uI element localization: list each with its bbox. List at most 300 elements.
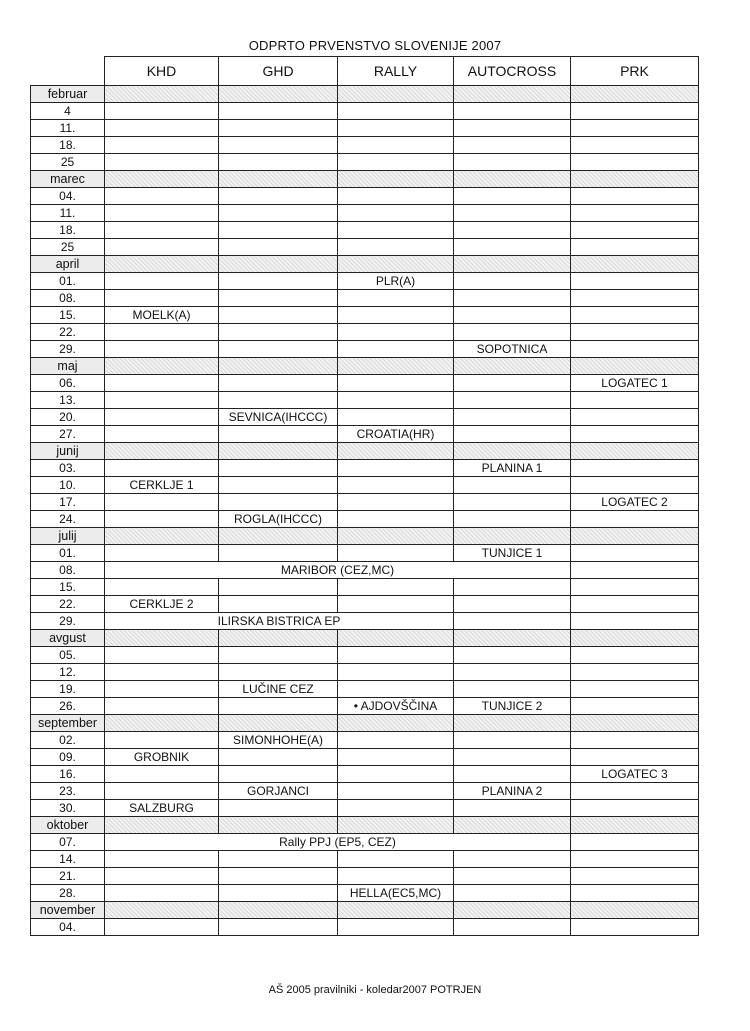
empty-cell xyxy=(105,579,219,596)
day-label: 02. xyxy=(31,732,105,749)
empty-cell xyxy=(571,698,699,715)
empty-cell xyxy=(571,392,699,409)
empty-cell xyxy=(454,851,571,868)
empty-cell xyxy=(338,511,454,528)
day-row xyxy=(31,749,699,766)
empty-cell xyxy=(105,868,219,885)
empty-cell xyxy=(105,222,219,239)
empty-cell xyxy=(338,290,454,307)
day-row xyxy=(31,307,699,324)
empty-cell xyxy=(105,290,219,307)
day-row xyxy=(31,851,699,868)
month-fill-cell xyxy=(219,171,338,188)
empty-cell xyxy=(105,494,219,511)
empty-cell xyxy=(571,460,699,477)
empty-cell xyxy=(454,426,571,443)
day-row xyxy=(31,375,699,392)
day-label: 16. xyxy=(31,766,105,783)
day-label: 06. xyxy=(31,375,105,392)
day-label: 20. xyxy=(31,409,105,426)
empty-cell xyxy=(571,919,699,936)
day-label: 25 xyxy=(31,154,105,171)
month-fill-cell xyxy=(219,902,338,919)
empty-cell xyxy=(338,647,454,664)
month-row xyxy=(31,715,699,732)
empty-cell xyxy=(219,205,338,222)
day-row xyxy=(31,732,699,749)
day-label: 04. xyxy=(31,188,105,205)
month-fill-cell xyxy=(219,86,338,103)
empty-cell xyxy=(105,545,219,562)
day-label: 11. xyxy=(31,120,105,137)
empty-cell xyxy=(454,579,571,596)
empty-cell xyxy=(571,188,699,205)
empty-cell xyxy=(571,511,699,528)
day-label: 26. xyxy=(31,698,105,715)
event-cell: TUNJICE 1 xyxy=(454,545,571,562)
event-cell: LOGATEC 1 xyxy=(571,375,699,392)
day-label: 12. xyxy=(31,664,105,681)
month-fill-cell xyxy=(338,443,454,460)
day-label: 15. xyxy=(31,579,105,596)
empty-cell xyxy=(454,494,571,511)
header-row xyxy=(31,57,699,86)
month-fill-cell xyxy=(454,528,571,545)
month-fill-cell xyxy=(454,443,571,460)
empty-cell xyxy=(105,851,219,868)
month-fill-cell xyxy=(454,86,571,103)
month-fill-cell xyxy=(219,528,338,545)
month-label: april xyxy=(31,256,105,273)
empty-cell xyxy=(219,596,338,613)
empty-cell xyxy=(219,545,338,562)
day-label: 23. xyxy=(31,783,105,800)
empty-cell xyxy=(219,392,338,409)
month-fill-cell xyxy=(454,256,571,273)
event-cell: PLANINA 2 xyxy=(454,783,571,800)
empty-cell xyxy=(571,647,699,664)
event-cell: CERKLJE 1 xyxy=(105,477,219,494)
month-label: junij xyxy=(31,443,105,460)
empty-cell xyxy=(105,273,219,290)
month-fill-cell xyxy=(338,817,454,834)
day-label: 09. xyxy=(31,749,105,766)
event-cell: MARIBOR (CEZ,MC) xyxy=(105,562,571,579)
day-row xyxy=(31,477,699,494)
month-fill-cell xyxy=(571,171,699,188)
month-fill-cell xyxy=(571,443,699,460)
event-cell: HELLA(EC5,MC) xyxy=(338,885,454,902)
empty-cell xyxy=(219,460,338,477)
empty-cell xyxy=(454,409,571,426)
empty-cell xyxy=(338,919,454,936)
day-row xyxy=(31,137,699,154)
empty-cell xyxy=(454,137,571,154)
empty-cell xyxy=(571,834,699,851)
empty-cell xyxy=(571,800,699,817)
empty-cell xyxy=(571,154,699,171)
event-cell: CROATIA(HR) xyxy=(338,426,454,443)
empty-cell xyxy=(571,613,699,630)
empty-cell xyxy=(454,613,571,630)
empty-cell xyxy=(338,460,454,477)
empty-cell xyxy=(105,239,219,256)
empty-cell xyxy=(454,273,571,290)
empty-cell xyxy=(571,120,699,137)
month-fill-cell xyxy=(338,86,454,103)
month-fill-cell xyxy=(105,358,219,375)
day-row xyxy=(31,596,699,613)
empty-cell xyxy=(338,392,454,409)
empty-cell xyxy=(105,103,219,120)
day-row xyxy=(31,647,699,664)
month-label: maj xyxy=(31,358,105,375)
month-fill-cell xyxy=(105,443,219,460)
month-fill-cell xyxy=(219,358,338,375)
day-label: 07. xyxy=(31,834,105,851)
day-label: 21. xyxy=(31,868,105,885)
empty-cell xyxy=(571,426,699,443)
empty-cell xyxy=(219,103,338,120)
empty-cell xyxy=(571,783,699,800)
day-row xyxy=(31,613,699,630)
month-row xyxy=(31,630,699,647)
page-title: ODPRTO PRVENSTVO SLOVENIJE 2007 xyxy=(248,38,502,53)
empty-cell xyxy=(338,137,454,154)
month-fill-cell xyxy=(571,715,699,732)
day-row xyxy=(31,392,699,409)
month-fill-cell xyxy=(219,715,338,732)
empty-cell xyxy=(219,919,338,936)
empty-cell xyxy=(454,664,571,681)
day-label: 24. xyxy=(31,511,105,528)
empty-cell xyxy=(454,188,571,205)
column-header: GHD xyxy=(219,57,338,86)
month-fill-cell xyxy=(571,86,699,103)
month-fill-cell xyxy=(338,528,454,545)
empty-cell xyxy=(219,851,338,868)
day-row xyxy=(31,222,699,239)
empty-cell xyxy=(105,120,219,137)
empty-cell xyxy=(571,222,699,239)
empty-cell xyxy=(219,137,338,154)
empty-cell xyxy=(105,375,219,392)
empty-cell xyxy=(454,868,571,885)
month-fill-cell xyxy=(571,256,699,273)
empty-cell xyxy=(219,477,338,494)
empty-cell xyxy=(338,579,454,596)
day-row xyxy=(31,205,699,222)
empty-cell xyxy=(219,579,338,596)
event-cell: SEVNICA(IHCCC) xyxy=(219,409,338,426)
empty-cell xyxy=(571,664,699,681)
day-label: 4 xyxy=(31,103,105,120)
empty-cell xyxy=(571,562,699,579)
empty-cell xyxy=(338,783,454,800)
empty-cell xyxy=(338,409,454,426)
event-cell: LUČINE CEZ xyxy=(219,681,338,698)
empty-cell xyxy=(454,392,571,409)
month-fill-cell xyxy=(105,902,219,919)
empty-cell xyxy=(338,205,454,222)
empty-cell xyxy=(338,681,454,698)
empty-cell xyxy=(454,120,571,137)
empty-cell xyxy=(105,919,219,936)
empty-cell xyxy=(454,222,571,239)
month-row xyxy=(31,817,699,834)
empty-cell xyxy=(105,324,219,341)
day-row xyxy=(31,511,699,528)
empty-cell xyxy=(571,477,699,494)
month-fill-cell xyxy=(571,817,699,834)
empty-cell xyxy=(219,766,338,783)
empty-cell xyxy=(105,154,219,171)
empty-cell xyxy=(219,885,338,902)
empty-cell xyxy=(454,766,571,783)
day-row xyxy=(31,494,699,511)
empty-cell xyxy=(338,596,454,613)
empty-cell xyxy=(105,188,219,205)
day-row xyxy=(31,545,699,562)
month-row xyxy=(31,902,699,919)
day-label: 05. xyxy=(31,647,105,664)
empty-cell xyxy=(219,188,338,205)
day-row xyxy=(31,783,699,800)
day-row xyxy=(31,579,699,596)
empty-cell xyxy=(454,681,571,698)
event-cell: ILIRSKA BISTRICA EP xyxy=(105,613,454,630)
month-fill-cell xyxy=(105,256,219,273)
month-fill-cell xyxy=(338,715,454,732)
empty-cell xyxy=(105,392,219,409)
empty-cell xyxy=(571,596,699,613)
empty-cell xyxy=(219,749,338,766)
empty-cell xyxy=(454,307,571,324)
empty-cell xyxy=(454,596,571,613)
column-header: KHD xyxy=(105,57,219,86)
month-fill-cell xyxy=(338,630,454,647)
empty-cell xyxy=(454,647,571,664)
empty-cell xyxy=(105,341,219,358)
empty-cell xyxy=(105,698,219,715)
empty-cell xyxy=(338,766,454,783)
day-label: 08. xyxy=(31,290,105,307)
empty-cell xyxy=(105,460,219,477)
month-fill-cell xyxy=(454,630,571,647)
month-row xyxy=(31,443,699,460)
empty-cell xyxy=(454,885,571,902)
day-label: 17. xyxy=(31,494,105,511)
empty-cell xyxy=(571,341,699,358)
month-fill-cell xyxy=(454,171,571,188)
month-fill-cell xyxy=(219,443,338,460)
empty-cell xyxy=(219,494,338,511)
day-row xyxy=(31,868,699,885)
empty-cell xyxy=(454,375,571,392)
month-fill-cell xyxy=(454,902,571,919)
day-label: 30. xyxy=(31,800,105,817)
empty-cell xyxy=(571,545,699,562)
month-fill-cell xyxy=(105,715,219,732)
empty-cell xyxy=(571,273,699,290)
empty-cell xyxy=(219,273,338,290)
column-header: AUTOCROSS xyxy=(454,57,571,86)
month-fill-cell xyxy=(338,171,454,188)
day-row xyxy=(31,885,699,902)
day-label: 29. xyxy=(31,613,105,630)
empty-cell xyxy=(338,307,454,324)
empty-cell xyxy=(219,324,338,341)
month-label: marec xyxy=(31,171,105,188)
day-row xyxy=(31,834,699,851)
empty-cell xyxy=(571,205,699,222)
empty-cell xyxy=(454,477,571,494)
month-label: februar xyxy=(31,86,105,103)
empty-cell xyxy=(219,868,338,885)
empty-cell xyxy=(571,290,699,307)
month-fill-cell xyxy=(219,256,338,273)
month-fill-cell xyxy=(454,715,571,732)
empty-cell xyxy=(105,409,219,426)
day-label: 14. xyxy=(31,851,105,868)
month-fill-cell xyxy=(105,86,219,103)
day-row xyxy=(31,766,699,783)
empty-cell xyxy=(454,800,571,817)
empty-cell xyxy=(219,698,338,715)
empty-cell xyxy=(571,681,699,698)
month-fill-cell xyxy=(571,528,699,545)
calendar-table xyxy=(30,56,699,936)
month-fill-cell xyxy=(338,358,454,375)
calendar-body xyxy=(31,86,699,936)
empty-cell xyxy=(105,205,219,222)
empty-cell xyxy=(338,749,454,766)
month-fill-cell xyxy=(105,630,219,647)
day-label: 01. xyxy=(31,545,105,562)
day-row xyxy=(31,188,699,205)
event-cell: GROBNIK xyxy=(105,749,219,766)
day-row xyxy=(31,698,699,715)
event-cell: SOPOTNICA xyxy=(454,341,571,358)
day-row xyxy=(31,103,699,120)
day-row xyxy=(31,290,699,307)
empty-cell xyxy=(338,545,454,562)
month-label: avgust xyxy=(31,630,105,647)
day-label: 27. xyxy=(31,426,105,443)
empty-cell xyxy=(454,239,571,256)
empty-cell xyxy=(105,647,219,664)
empty-cell xyxy=(454,749,571,766)
day-label: 04. xyxy=(31,919,105,936)
month-label: november xyxy=(31,902,105,919)
empty-cell xyxy=(338,341,454,358)
month-fill-cell xyxy=(338,902,454,919)
empty-cell xyxy=(571,732,699,749)
empty-cell xyxy=(571,103,699,120)
empty-cell xyxy=(338,120,454,137)
day-row xyxy=(31,919,699,936)
event-cell: PLANINA 1 xyxy=(454,460,571,477)
empty-cell xyxy=(454,154,571,171)
month-fill-cell xyxy=(219,817,338,834)
month-row xyxy=(31,86,699,103)
event-cell: Rally PPJ (EP5, CEZ) xyxy=(105,834,571,851)
day-label: 01. xyxy=(31,273,105,290)
empty-cell xyxy=(105,885,219,902)
event-cell: TUNJICE 2 xyxy=(454,698,571,715)
empty-cell xyxy=(571,324,699,341)
day-label: 22. xyxy=(31,324,105,341)
day-row xyxy=(31,120,699,137)
month-fill-cell xyxy=(571,630,699,647)
footer-note: AŠ 2005 pravilniki - koledar2007 POTRJEN xyxy=(268,984,482,996)
empty-cell xyxy=(219,290,338,307)
event-cell: GORJANCI xyxy=(219,783,338,800)
empty-cell xyxy=(571,137,699,154)
day-label: 18. xyxy=(31,222,105,239)
empty-cell xyxy=(219,222,338,239)
month-row xyxy=(31,358,699,375)
empty-cell xyxy=(105,766,219,783)
event-cell: LOGATEC 2 xyxy=(571,494,699,511)
day-row xyxy=(31,426,699,443)
event-cell: SIMONHOHE(A) xyxy=(219,732,338,749)
empty-cell xyxy=(338,239,454,256)
empty-cell xyxy=(338,732,454,749)
empty-cell xyxy=(454,290,571,307)
month-fill-cell xyxy=(571,358,699,375)
empty-cell xyxy=(338,324,454,341)
empty-cell xyxy=(571,239,699,256)
empty-cell xyxy=(219,341,338,358)
day-label: 11. xyxy=(31,205,105,222)
month-fill-cell xyxy=(338,256,454,273)
day-label: 18. xyxy=(31,137,105,154)
day-row xyxy=(31,273,699,290)
day-label: 03. xyxy=(31,460,105,477)
day-label: 29. xyxy=(31,341,105,358)
empty-cell xyxy=(454,205,571,222)
month-fill-cell xyxy=(454,817,571,834)
empty-cell xyxy=(105,511,219,528)
day-row xyxy=(31,800,699,817)
event-cell: • AJDOVŠČINA xyxy=(338,698,454,715)
month-fill-cell xyxy=(219,630,338,647)
empty-cell xyxy=(219,375,338,392)
day-row xyxy=(31,460,699,477)
month-label: oktober xyxy=(31,817,105,834)
day-label: 28. xyxy=(31,885,105,902)
month-fill-cell xyxy=(571,902,699,919)
day-row xyxy=(31,239,699,256)
month-fill-cell xyxy=(105,817,219,834)
day-row xyxy=(31,562,699,579)
header-corner xyxy=(31,57,105,86)
day-row xyxy=(31,324,699,341)
empty-cell xyxy=(571,579,699,596)
day-label: 15. xyxy=(31,307,105,324)
empty-cell xyxy=(571,885,699,902)
month-fill-cell xyxy=(454,358,571,375)
empty-cell xyxy=(219,647,338,664)
empty-cell xyxy=(219,800,338,817)
column-header: PRK xyxy=(571,57,699,86)
empty-cell xyxy=(571,868,699,885)
empty-cell xyxy=(571,851,699,868)
event-cell: ROGLA(IHCCC) xyxy=(219,511,338,528)
event-cell: MOELK(A) xyxy=(105,307,219,324)
event-cell: LOGATEC 3 xyxy=(571,766,699,783)
